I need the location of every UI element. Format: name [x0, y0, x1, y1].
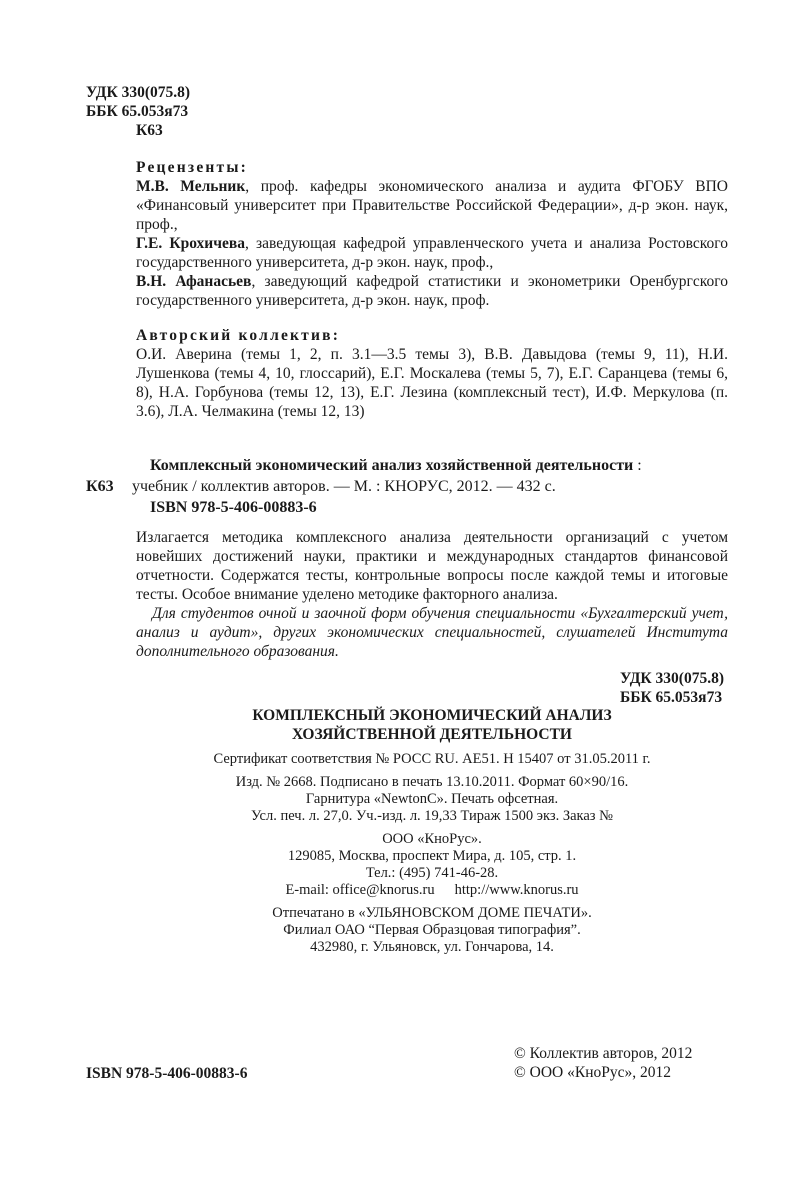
colophon-section	[136, 706, 728, 956]
bbk-code: ББК 65.053я73	[86, 103, 189, 120]
abstract-section	[136, 528, 728, 707]
publisher-email[interactable]: E-mail: office@knorus.ru	[285, 882, 435, 898]
bib-title: Комплексный экономический анализ хозяйственной деятельности	[150, 457, 634, 474]
publisher-contacts	[136, 882, 728, 899]
bib-author-mark: К63	[86, 478, 114, 495]
bib-title-colon: :	[633, 457, 642, 474]
bib-title-line	[86, 455, 728, 476]
authors-heading: Авторский коллектив:	[136, 327, 341, 344]
authors-section	[136, 326, 728, 421]
publisher-address: 129085, Москва, проспект Мира, д. 105, стр. 1.	[287, 848, 577, 864]
print-details-2: Гарнитура «NewtonC». Печать офсетная.	[305, 791, 559, 807]
footer-isbn: ISBN 978-5-406-00883-6	[86, 1065, 248, 1082]
abstract-classification	[136, 669, 728, 707]
print-details-3: Усл. печ. л. 27,0. Уч.-изд. л. 19,33 Тираж 1500 экз. Заказ №	[251, 808, 613, 824]
reviewer-entry	[136, 177, 728, 234]
publisher-website[interactable]: http://www.knorus.ru	[454, 882, 579, 898]
reviewer-details: , заведующий кафедрой статистики и эконометрики Оренбургского государственного университета, д-р экон. наук, проф.	[136, 273, 728, 309]
author-mark: К63	[136, 122, 163, 139]
colophon-title-line-2: ХОЗЯЙСТВЕННОЙ ДЕЯТЕЛЬНОСТИ	[292, 726, 572, 743]
publisher-name: ООО «КноРус».	[382, 831, 482, 847]
printer-line-3: 432980, г. Ульяновск, ул. Гончарова, 14.	[310, 939, 554, 955]
reviewer-name: М.В. Мельник	[136, 178, 246, 195]
reviewer-details: , заведующая кафедрой управленческого учета и анализа Ростовского государственного университета, д-р экон. наук, проф.,	[136, 235, 728, 271]
colophon-title-line-1: КОМПЛЕКСНЫЙ ЭКОНОМИЧЕСКИЙ АНАЛИЗ	[252, 707, 612, 724]
certificate: Сертификат соответствия № РОСС RU. АЕ51. Н 15407 от 31.05.2011 г.	[213, 751, 651, 767]
copyright-block	[514, 1044, 734, 1082]
reviewer-entry	[136, 272, 728, 310]
reviewer-details: , проф. кафедры экономического анализа и аудита ФГОБУ ВПО «Финансовый университет при Правительстве Российской Федерации», д-р экон. наук, проф.,	[136, 178, 728, 233]
classification-block	[86, 83, 286, 140]
reviewer-name: Г.Е. Крохичева	[136, 235, 245, 252]
abstract-bbk: ББК 65.053я73	[619, 689, 723, 706]
printer-line-2: Филиал ОАО “Первая Образцовая типография”.	[283, 922, 581, 938]
print-details-1: Изд. № 2668. Подписано в печать 13.10.2011. Формат 60×90/16.	[235, 774, 629, 790]
bib-imprint: учебник / коллектив авторов. — М. : КНОРУС, 2012. — 432 с.	[132, 478, 556, 495]
reviewers-section	[136, 158, 728, 310]
abstract-text: Излагается методика комплексного анализа деятельности организаций с учетом новейших достижений науки, практики и международных стандартов финансовой отчетности. Содержатся тесты, контрольные вопросы после каждой темы и итоговые тесты. Особое внимание уделено методике факторного анализа.	[136, 529, 728, 603]
bibliographic-record	[86, 455, 728, 518]
abstract-udk: УДК 330(075.8)	[619, 670, 724, 687]
copyright-authors: © Коллектив авторов, 2012	[514, 1045, 693, 1062]
reviewer-name: В.Н. Афанасьев	[136, 273, 252, 290]
bib-isbn: ISBN 978-5-406-00883-6	[150, 499, 317, 516]
reviewer-entry	[136, 234, 728, 272]
printer-line-1: Отпечатано в «УЛЬЯНОВСКОМ ДОМЕ ПЕЧАТИ».	[272, 905, 592, 921]
publisher-phone: Тел.: (495) 741-46-28.	[365, 865, 499, 881]
reviewers-heading: Рецензенты:	[136, 159, 249, 176]
copyright-publisher: © ООО «КноРус», 2012	[514, 1064, 671, 1081]
abstract-audience: Для студентов очной и заочной форм обучения специальности «Бухгалтерский учет, анализ и аудит», других экономических специальностей, слушателей Института дополнительного образования.	[136, 605, 728, 660]
abstract-class-codes	[620, 669, 724, 707]
authors-list: О.И. Аверина (темы 1, 2, п. 3.1—3.5 темы 3), В.В. Давыдова (темы 9, 11), Н.И. Лушенкова (темы 4, 10, глоссарий), Е.Г. Москалева (темы 5, 7), Е.Г. Саранцева (темы 6, 8), Н.А. Горбунова (темы 12, 13), Е.Г. Лезина (комплексный тест), И.Ф. Меркулова (п. 3.6), Л.А. Челмакина (темы 12, 13)	[136, 346, 728, 420]
bib-second-line	[86, 476, 728, 497]
udk-code: УДК 330(075.8)	[86, 84, 191, 101]
